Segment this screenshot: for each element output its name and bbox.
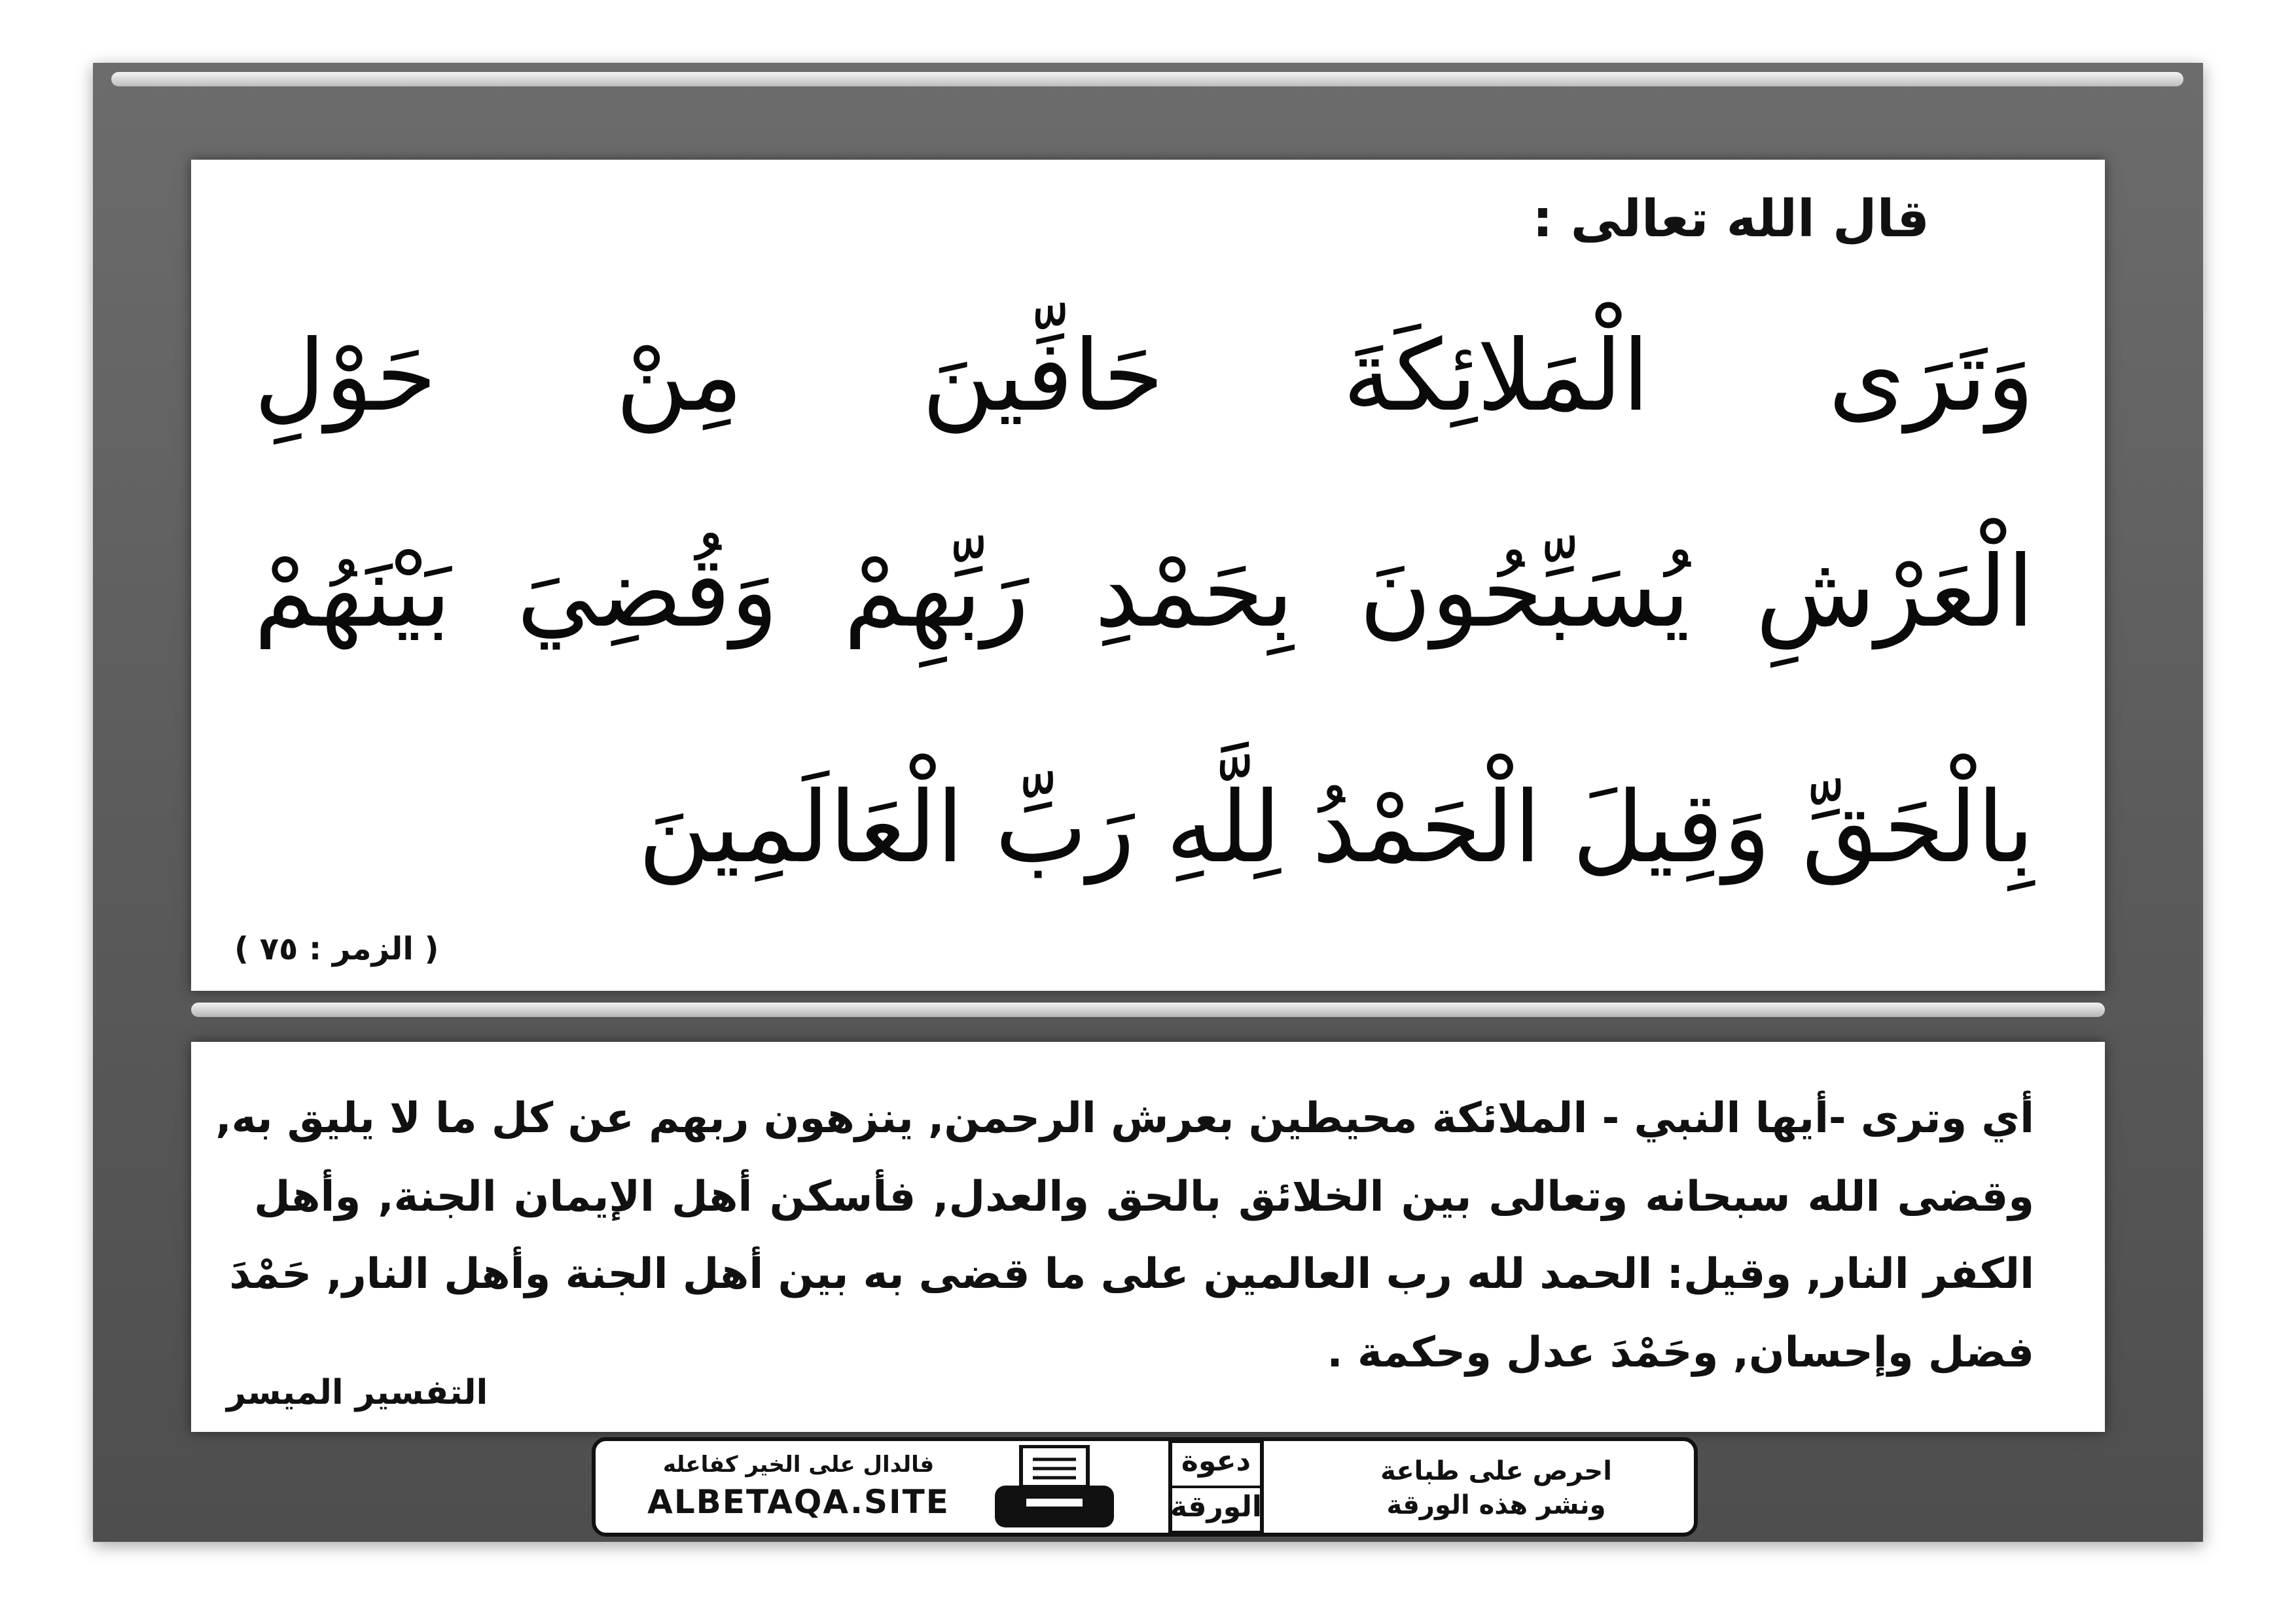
verse-line-2: الْعَرْشِ يُسَبِّحُونَ بِحَمْدِ رَبِّهِمْ وَقُضِيَ بَيْنَهُمْ [254, 535, 2034, 649]
cta-line-1: احرص على طباعة [1380, 1456, 1612, 1486]
verse-reference: ( الزمر : ٧٥ ) [234, 931, 439, 967]
tafsir-line-3: الكفر النار, وقيل: الحمد لله رب العالمين على ما قضى به بين أهل الجنة وأهل النار, حَمْدَ [229, 1250, 2034, 1298]
tafsir-line-4: فضل وإحسان, وحَمْدَ عدل وحكمة . [1327, 1329, 2034, 1377]
tafsir-source: التفسير الميسر [226, 1373, 488, 1412]
site-link[interactable]: ALBETAQA.SITE [647, 1483, 950, 1521]
footer-call-to-action [1313, 1454, 1679, 1522]
verse-line-3: بِالْحَقِّ وَقِيلَ الْحَمْدُ لِلَّهِ رَبِّ الْعَالَمِينَ [638, 771, 2034, 885]
verse-line-1: وَتَرَى الْمَلائِكَةَ حَافِّينَ مِنْ حَوْلِ [254, 319, 2034, 433]
logo-word-1: دعوة [1181, 1444, 1251, 1478]
cta-line-2: ونشر هذه الورقة [1386, 1490, 1606, 1520]
footer-motto: فالدال على الخير كفاعله [662, 1452, 935, 1478]
tafsir-line-2: وقضى الله سبحانه وتعالى بين الخلائق بالحق والعدل, فأسكن أهل الإيمان الجنة, وأهل [254, 1173, 2034, 1221]
tafsir-line-1: أي وترى -أيها النبي - الملائكة محيطين بعرش الرحمن, ينزهون ربهم عن كل ما لا يليق به, [215, 1094, 2034, 1143]
logo-wordmark [1168, 1438, 1265, 1535]
printer-icon [992, 1445, 1117, 1531]
logo-word-2: الورقة [1170, 1490, 1262, 1524]
panel-divider [191, 1003, 2105, 1017]
footer-site-block [628, 1452, 969, 1521]
verse-intro: قال الله تعالى : [1532, 190, 1929, 249]
frame-top-bevel [111, 72, 2183, 86]
